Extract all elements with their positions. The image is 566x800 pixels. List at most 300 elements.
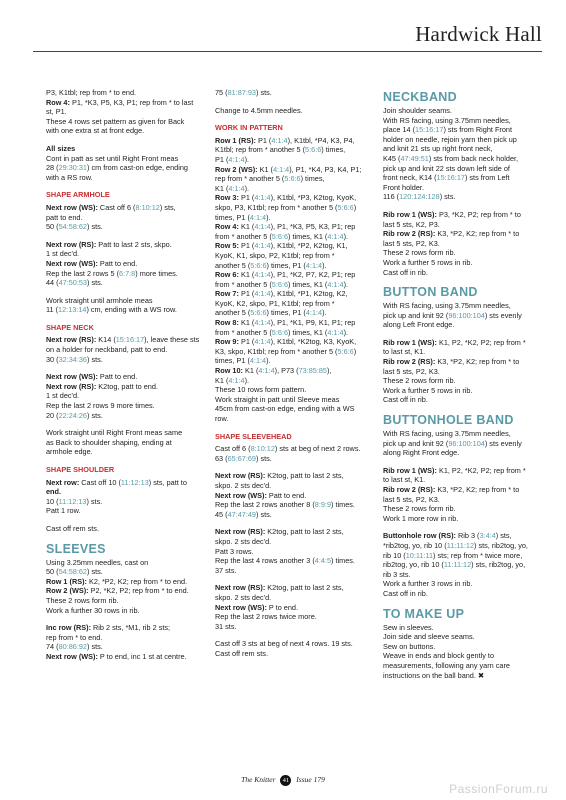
- size-values: 5:6:6: [271, 279, 289, 289]
- instruction-line: [215, 556, 375, 566]
- text-run: P1 (: [238, 241, 255, 251]
- text-run: P1 (: [238, 193, 255, 203]
- text-run: K2, *P2, K2; rep from * to end.: [86, 576, 188, 586]
- text-run: ) sts,: [159, 202, 176, 212]
- section-heading: NECKBAND: [383, 90, 457, 104]
- row-label: Next row (WS):: [215, 490, 267, 500]
- size-values: 15:16:17: [115, 335, 145, 345]
- instruction-line: [383, 495, 543, 505]
- text-run: from * another 5 (: [215, 231, 272, 241]
- instruction-line: [215, 174, 375, 184]
- instruction-line: [46, 652, 198, 662]
- size-values: 8:10:12: [135, 202, 160, 212]
- size-values: 47:47:49: [227, 509, 256, 519]
- instruction-line: [383, 239, 543, 249]
- row-label: Rib row 1 (WS):: [383, 209, 437, 219]
- instruction-line: [46, 345, 198, 355]
- row-label: Row 3:: [215, 193, 239, 203]
- text-run: ) times,: [300, 174, 325, 184]
- size-values: 4:1:4: [258, 366, 275, 376]
- text-run: from * another 5 (: [215, 327, 272, 337]
- size-values: 5:6:6: [337, 202, 354, 212]
- instruction-line: [215, 232, 375, 242]
- text-run: ) sts.: [86, 496, 103, 506]
- text-run: 50 (: [46, 222, 59, 232]
- text-run: KyoK, K1, skpo, P2, K1tbl; rep from *: [215, 250, 335, 260]
- text-run: with a RS row.: [46, 172, 93, 182]
- instruction-line: [46, 240, 198, 250]
- text-run: Patt to end.: [97, 258, 138, 268]
- instruction-line: [383, 671, 543, 681]
- text-run: 11 (: [46, 305, 59, 315]
- text-run: Using 3.25mm needles, cast on: [46, 557, 149, 567]
- text-run: KyoK, K2, skpo, P1, K1tbl; rep from *: [215, 298, 335, 308]
- text-run: 44 (: [46, 278, 59, 288]
- text-run: ) sts.: [86, 567, 103, 577]
- text-run: ), K1tbl, *P2, K2tog, K1,: [270, 241, 348, 251]
- section-subheading: SHAPE NECK: [46, 322, 94, 332]
- instruction-line: [215, 347, 375, 357]
- text-run: last 5 sts, P2, K3.: [383, 494, 440, 504]
- instruction-line: [215, 366, 375, 376]
- size-values: 4:1:4: [327, 327, 344, 337]
- text-run: P to end.: [266, 602, 298, 612]
- text-run: These 2 rows form rib.: [383, 248, 456, 258]
- instruction-line: [215, 308, 375, 318]
- instruction-line: [383, 541, 543, 551]
- text-run: Cast off rem sts.: [46, 523, 99, 533]
- text-run: Cast off 3 sts at beg of next 4 rows. 19 sts.: [215, 639, 353, 649]
- instruction-line: [46, 222, 198, 232]
- instruction-line: [383, 466, 543, 476]
- instruction-line: [383, 376, 543, 386]
- text-run: 1 st dec'd.: [46, 249, 80, 259]
- size-values: 4:1:4: [254, 289, 271, 299]
- text-run: skpo. 2 sts dec'd.: [215, 480, 272, 490]
- instruction-paragraph: [215, 639, 375, 658]
- size-values: 4:1:4: [272, 164, 290, 174]
- instruction-line: [46, 203, 198, 213]
- instruction-line: [46, 428, 198, 438]
- instruction-line: [46, 411, 198, 421]
- instruction-line: [46, 154, 198, 164]
- text-run: K1 (: [238, 222, 255, 232]
- size-values: 47:50:53: [58, 278, 87, 288]
- row-label: Inc row (RS):: [46, 623, 91, 633]
- text-run: ) times.: [331, 500, 355, 510]
- text-run: 74 (: [46, 642, 59, 652]
- instruction-line: [215, 193, 375, 203]
- text-run: Rep the last 2 rows 5 (: [46, 268, 120, 278]
- instruction-line: [46, 478, 198, 488]
- section-heading: BUTTON BAND: [383, 285, 478, 300]
- text-run: ), P1, *K2, P7, K2, P1; rep: [270, 270, 356, 280]
- text-run: Join side and sleeve seams.: [383, 632, 475, 642]
- text-run: last 5 sts, K2, P3.: [383, 219, 440, 229]
- text-run: ).: [322, 308, 327, 318]
- row-label: All sizes: [46, 143, 76, 153]
- text-run: K2tog, patt to last 2 sts,: [265, 471, 344, 481]
- text-run: ).: [266, 356, 271, 366]
- instruction-line: [46, 335, 198, 345]
- size-values: 4:1:4: [327, 231, 344, 241]
- text-run: ) sts.: [86, 278, 103, 288]
- row-label: Row 1 (RS):: [215, 135, 256, 145]
- size-values: 4:1:4: [254, 241, 271, 251]
- instruction-line: [215, 537, 375, 547]
- size-values: 5:6:6: [250, 260, 267, 270]
- section-heading: BUTTONHOLE BAND: [383, 413, 514, 428]
- instruction-line: [215, 213, 375, 223]
- instruction-line: [383, 623, 543, 633]
- text-run: ) sts evenly: [484, 438, 522, 448]
- text-run: 30 (: [46, 354, 59, 364]
- text-run: ), P1, *K3, P5, K3, P1; rep: [270, 222, 356, 232]
- text-run: 20 (: [46, 410, 59, 420]
- text-run: rib 3 sts.: [383, 569, 411, 579]
- instruction-line: [46, 391, 198, 401]
- section-subheading: WORK IN PATTERN: [215, 123, 283, 133]
- text-run: K3, *P2, K2; rep from * to: [435, 485, 520, 494]
- instruction-line: [383, 268, 543, 278]
- instruction-line: [215, 603, 375, 613]
- text-run: ) times, K1 (: [288, 327, 328, 337]
- size-values: 5:6:6: [305, 145, 322, 155]
- text-run: These 2 rows form rib.: [46, 595, 119, 605]
- text-run: With RS facing, using 3.75mm needles,: [383, 115, 511, 125]
- text-run: Patt 1 row.: [46, 506, 81, 516]
- instruction-paragraph: [215, 527, 375, 575]
- instruction-line: [46, 88, 198, 98]
- text-run: Change to 4.5mm needles.: [215, 105, 303, 115]
- row-label: Row 4:: [46, 97, 70, 107]
- text-run: K45 (: [383, 153, 401, 163]
- text-run: P1 (: [255, 135, 272, 145]
- text-run: holder on needle, rejoin yarn then pick up: [383, 134, 517, 144]
- instruction-line: [46, 642, 198, 652]
- text-run: Rib 2 sts, *M1, rib 2 sts;: [91, 623, 171, 633]
- text-run: ).: [343, 279, 349, 289]
- text-run: *rib2tog, yo, rib 10 (: [383, 540, 447, 550]
- instruction-line: [383, 258, 543, 268]
- text-run: Sew on buttons.: [383, 641, 436, 651]
- size-values: 4:1:4: [228, 183, 245, 193]
- text-run: ) sts.: [86, 354, 103, 364]
- text-run: Cast off 6 (: [97, 202, 136, 212]
- text-run: Cast off in rib.: [383, 395, 428, 405]
- instruction-line: [383, 125, 543, 135]
- text-run: last 5 sts, P2, K3.: [383, 366, 440, 376]
- text-run: K3, skpo, K1tbl; rep from * another 5 (: [215, 346, 338, 356]
- row-label: Row 1 (RS):: [46, 576, 87, 586]
- text-run: times, P1 (: [215, 356, 250, 366]
- text-run: front neck, K14 (: [383, 173, 437, 183]
- row-label: Next row (RS):: [46, 239, 97, 249]
- instruction-paragraph: [46, 558, 198, 616]
- text-run: row.: [215, 414, 229, 423]
- instruction-line: [215, 414, 375, 424]
- row-label: Row 5:: [215, 241, 239, 251]
- text-run: P3, *K2, P2; rep from * to: [436, 209, 521, 219]
- instruction-line: [383, 192, 543, 202]
- size-values: 6:7:8: [119, 268, 136, 278]
- text-run: Rep the last 2 rows another 8 (: [215, 500, 315, 510]
- text-run: K3, *P2, K2; rep from * to: [435, 229, 520, 239]
- size-values: 29:30:31: [58, 163, 87, 173]
- text-run: 45 (: [215, 509, 228, 519]
- instruction-line: [215, 261, 375, 271]
- text-run: ) sts.: [439, 192, 456, 202]
- instruction-line: [383, 220, 543, 230]
- text-run: Rep the last 4 rows another 3 (: [215, 556, 315, 566]
- text-run: 10 (: [46, 496, 59, 506]
- text-run: ) sts, patt to: [148, 477, 187, 487]
- instruction-line: [383, 367, 543, 377]
- instruction-line: [46, 586, 198, 596]
- instruction-line: [383, 116, 543, 126]
- instruction-line: [215, 500, 375, 510]
- instruction-line: [215, 280, 375, 290]
- row-label: Next row (RS):: [215, 471, 266, 481]
- size-values: 80:86:92: [58, 642, 87, 652]
- text-run: K2tog, patt to end.: [96, 381, 158, 391]
- text-run: ) times, K1 (: [288, 279, 328, 289]
- size-values: 15:16:17: [436, 173, 465, 183]
- text-run: K1 (: [238, 318, 255, 328]
- size-values: 54:58:62: [58, 567, 87, 577]
- size-values: 4:1:4: [271, 135, 288, 145]
- text-run: 116 (: [383, 192, 400, 202]
- instruction-line: [215, 385, 375, 395]
- text-run: ) sts.: [255, 509, 272, 519]
- instruction-line: [46, 487, 198, 497]
- instruction-line: [215, 622, 375, 632]
- row-label: Next row (WS):: [46, 202, 98, 212]
- text-run: ) sts from Left: [464, 173, 510, 183]
- instruction-line: [215, 612, 375, 622]
- text-run: K14 (: [96, 335, 116, 345]
- text-run: Work straight in patt until Sleeve meas: [215, 394, 340, 404]
- row-label: end.: [46, 487, 61, 497]
- instruction-paragraph: [46, 88, 198, 136]
- text-run: ) sts.: [86, 642, 103, 652]
- instruction-paragraph: [215, 471, 375, 519]
- instruction-paragraph: [215, 583, 375, 631]
- size-values: 22:24:26: [58, 410, 87, 420]
- page-title: Hardwick Hall: [415, 22, 542, 46]
- instruction-line: [46, 355, 198, 365]
- instruction-line: [383, 311, 543, 321]
- column-1: [46, 88, 198, 670]
- text-run: ): [353, 346, 357, 356]
- text-run: K1 (: [215, 375, 229, 385]
- instruction-line: [383, 475, 543, 485]
- instruction-paragraph: [383, 210, 543, 277]
- instruction-line: [215, 376, 375, 386]
- text-run: place 14 (: [383, 125, 416, 135]
- text-run: ) times.: [331, 556, 355, 566]
- text-run: Work a further 5 rows in rib.: [383, 257, 473, 267]
- instruction-line: [383, 164, 543, 174]
- instruction-line: [215, 356, 375, 366]
- instruction-line: [383, 229, 543, 239]
- instruction-line: [383, 504, 543, 514]
- size-values: 4:1:4: [228, 154, 245, 164]
- text-run: K1, P2, *K2, P2; rep from *: [436, 337, 526, 347]
- text-run: Cast off 6 (: [215, 444, 251, 454]
- instruction-line: [46, 606, 198, 616]
- text-run: ) sts from Right Front: [443, 125, 512, 135]
- text-run: These 10 rows form pattern.: [215, 385, 307, 395]
- instruction-line: [46, 144, 198, 154]
- instruction-paragraph: [46, 335, 198, 364]
- instruction-line: [383, 301, 543, 311]
- instruction-line: [383, 661, 543, 671]
- text-run: 28 (: [46, 163, 59, 173]
- text-run: P1 (: [238, 289, 255, 299]
- text-run: ).: [244, 375, 250, 385]
- size-values: 8:10:12: [250, 444, 275, 454]
- text-run: K2tog, patt to last 2 sts,: [265, 527, 344, 537]
- instruction-paragraph: [215, 106, 375, 116]
- instruction-line: [46, 372, 198, 382]
- instruction-line: [46, 577, 198, 587]
- size-values: 8:9:9: [314, 500, 332, 510]
- instruction-line: [383, 429, 543, 439]
- instruction-line: [215, 184, 375, 194]
- text-run: 50 (: [46, 567, 59, 577]
- instruction-paragraph: [46, 296, 198, 315]
- instruction-line: [383, 320, 543, 330]
- text-run: ), K1tbl, *P1, K2tog, K2,: [270, 289, 348, 299]
- instruction-line: [215, 328, 375, 338]
- size-values: 4:1:4: [254, 270, 271, 280]
- instruction-line: [383, 154, 543, 164]
- title-rule: [33, 51, 542, 52]
- text-run: Work a further 3 rows in rib.: [383, 579, 473, 589]
- instruction-line: [46, 524, 198, 534]
- instruction-line: [46, 296, 198, 306]
- instruction-paragraph: [215, 88, 375, 98]
- instruction-paragraph: [383, 531, 543, 598]
- size-values: 12:13:14: [58, 305, 87, 315]
- text-run: P2, *K2, P2; rep from * to end.: [88, 586, 189, 596]
- instruction-line: [46, 506, 198, 516]
- instruction-line: [46, 497, 198, 507]
- row-label: Next row (WS):: [46, 651, 98, 661]
- size-values: 5:6:6: [337, 346, 354, 356]
- size-values: 96:100:104: [448, 310, 485, 320]
- text-run: ).: [343, 231, 349, 241]
- size-values: 5:6:6: [250, 308, 267, 318]
- text-run: Cast off in rib.: [383, 588, 428, 598]
- row-label: Buttonhole row (RS):: [383, 531, 456, 541]
- text-run: ) times, P1 (: [266, 260, 306, 270]
- text-run: ): [353, 202, 357, 212]
- text-run: With RS facing, using 3.75mm needles,: [383, 301, 511, 311]
- instruction-line: [215, 593, 375, 603]
- text-run: ) sts at beg of next 2 rows.: [274, 444, 361, 454]
- instruction-line: [46, 633, 198, 643]
- text-run: Weave in ends and block gently to: [383, 651, 495, 661]
- text-run: 1 st dec'd.: [46, 391, 80, 401]
- instruction-line: [383, 173, 543, 183]
- text-run: 31 sts.: [215, 621, 237, 631]
- text-run: ) sts evenly: [484, 310, 522, 320]
- size-values: 120:124:128: [399, 192, 440, 202]
- instruction-line: [46, 249, 198, 259]
- row-label: Rib row 2 (RS):: [383, 229, 436, 239]
- issue-number: Issue 179: [296, 775, 325, 785]
- size-values: 11:12:13: [58, 496, 87, 506]
- instruction-line: [215, 481, 375, 491]
- page-number: 41: [280, 775, 291, 786]
- size-values: 4:1:4: [249, 356, 267, 366]
- text-run: These 4 rows set pattern as given for Back: [46, 116, 185, 126]
- section-heading: TO MAKE UP: [383, 606, 465, 621]
- row-label: Rib row 2 (RS):: [383, 485, 436, 494]
- instruction-line: [215, 270, 375, 280]
- size-values: 73:85:85: [298, 366, 327, 376]
- instruction-line: [46, 173, 198, 183]
- text-run: ), K1tbl, *P3, K2tog, KyoK,: [270, 193, 357, 203]
- instruction-line: [215, 527, 375, 537]
- instruction-line: [215, 145, 375, 155]
- size-values: 10:11:11: [405, 550, 434, 560]
- row-label: Next row (RS):: [215, 527, 266, 537]
- instruction-paragraph: [46, 524, 198, 534]
- text-run: and knit 21 sts up right front neck,: [383, 144, 493, 154]
- text-run: Front holder.: [383, 182, 424, 192]
- size-values: 4:1:4: [249, 212, 267, 222]
- text-run: last 5 sts, P2, K3.: [383, 238, 440, 248]
- text-run: on a holder for neckband, patt to end.: [46, 345, 168, 355]
- text-run: to last st, K1.: [383, 475, 426, 485]
- instruction-line: [215, 583, 375, 593]
- instruction-line: [383, 531, 543, 541]
- row-label: Rib row 2 (RS):: [383, 357, 436, 367]
- size-values: 4:1:4: [254, 337, 271, 347]
- size-values: 3:4:4: [479, 531, 496, 541]
- text-run: instructions on the ball band.: [383, 670, 478, 680]
- section-subheading: SHAPE ARMHOLE: [46, 190, 110, 200]
- instruction-paragraph: [383, 466, 543, 524]
- text-run: to last st, K1.: [383, 347, 426, 357]
- instruction-line: [46, 382, 198, 392]
- size-values: 4:4:5: [314, 556, 332, 566]
- size-values: 15:16:17: [415, 125, 444, 135]
- text-run: 37 sts.: [215, 565, 237, 575]
- instruction-paragraph: [46, 623, 198, 661]
- text-run: Cast off rem sts.: [215, 648, 268, 658]
- instruction-line: [46, 438, 198, 448]
- text-run: rib2tog, yo, rib 10 (: [383, 560, 444, 570]
- instruction-line: [383, 347, 543, 357]
- text-run: skpo. 2 sts dec'd.: [215, 592, 272, 602]
- text-run: Join shoulder seams.: [383, 106, 452, 115]
- instruction-line: [46, 163, 198, 173]
- text-run: along Right Front edge.: [383, 448, 460, 458]
- text-run: Patt to end.: [97, 372, 138, 382]
- text-run: P1 (: [238, 337, 255, 347]
- row-label: Next row (WS):: [46, 372, 98, 382]
- text-run: ), leave these sts: [144, 335, 200, 345]
- instruction-line: [215, 299, 375, 309]
- text-run: rep from * another 5 (: [215, 174, 285, 184]
- row-label: Next row:: [46, 477, 80, 487]
- text-run: ).: [244, 154, 250, 164]
- row-label: Next row (WS):: [46, 258, 98, 268]
